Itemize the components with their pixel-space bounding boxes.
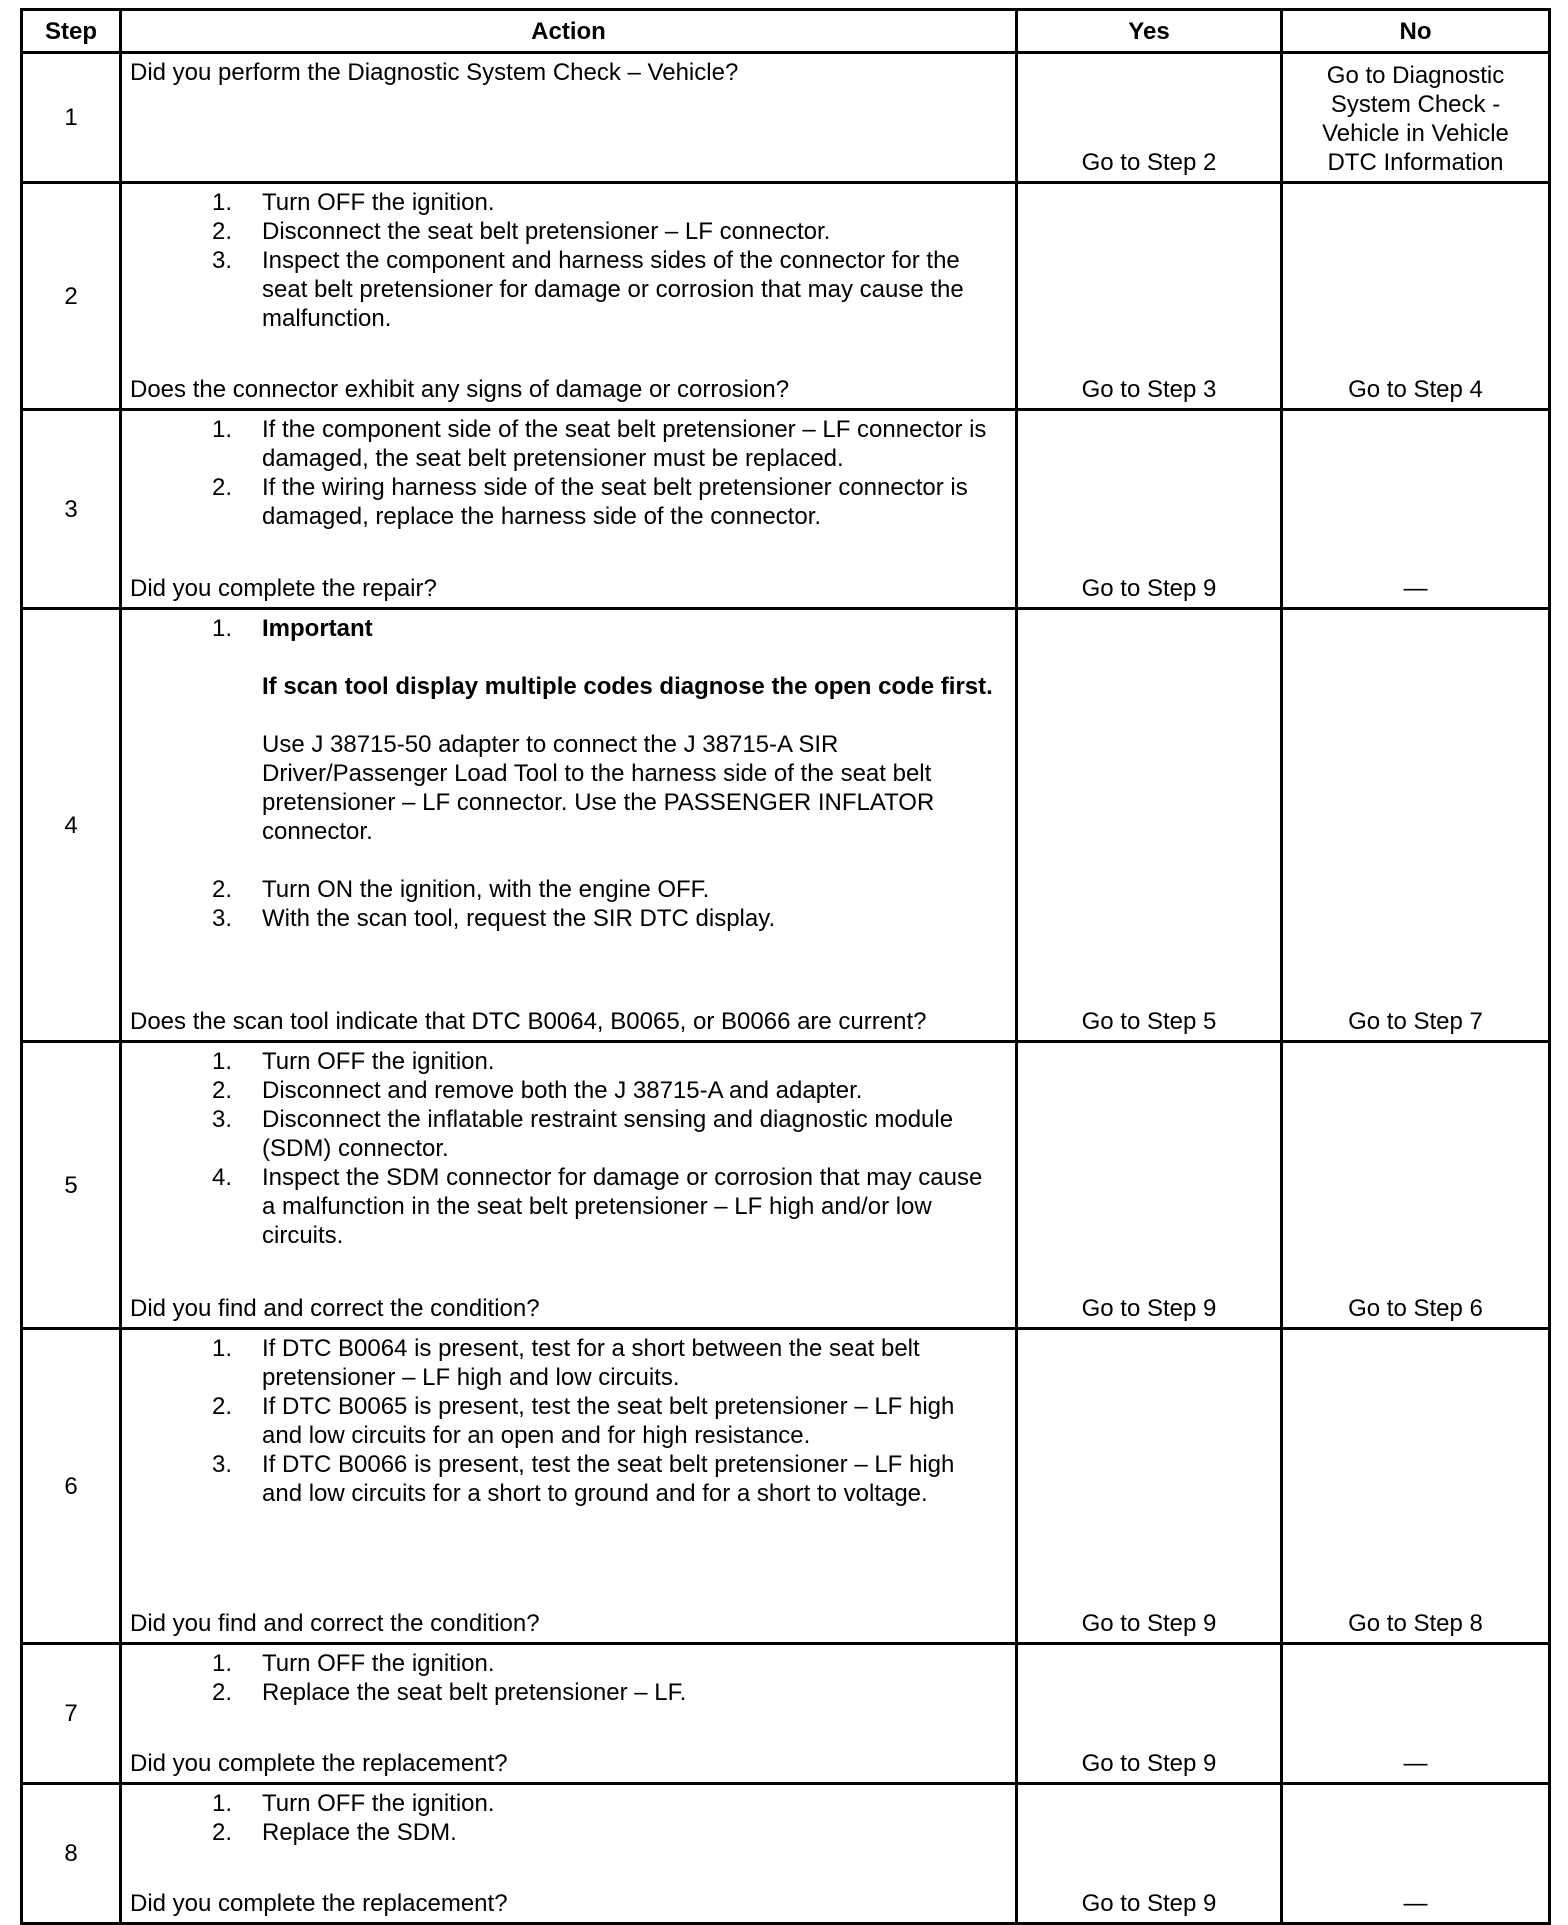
- header-step: Step: [22, 10, 121, 53]
- question-text: Did you complete the replacement?: [130, 1890, 508, 1917]
- instruction-list: [130, 1047, 1007, 1250]
- step-number: 1: [22, 53, 121, 183]
- dash-mark: —: [1403, 1890, 1428, 1917]
- action-cell: [121, 410, 1017, 609]
- yes-cell: Go to Step 9: [1017, 1329, 1282, 1644]
- yes-cell: Go to Step 9: [1017, 1644, 1282, 1784]
- instruction-list: [130, 188, 1007, 333]
- question-text: Did you find and correct the condition?: [130, 1610, 540, 1637]
- no-cell: [1282, 1784, 1550, 1924]
- dash-mark: —: [1403, 1750, 1428, 1777]
- list-item: 2. If the wiring harness side of the seat belt pretensioner connector is damaged, replace the harness side of the connector.: [211, 474, 968, 530]
- no-line: DTC Information: [1327, 149, 1504, 176]
- yes-cell: Go to Step 9: [1017, 1784, 1282, 1924]
- header-no: No: [1282, 10, 1550, 53]
- action-cell: [121, 183, 1017, 410]
- list-item: 1. Turn OFF the ignition.: [211, 1650, 495, 1677]
- important-label: Important: [262, 615, 373, 642]
- list-item: 3. If DTC B0066 is present, test the seat belt pretensioner – LF high and low circuits for a short to ground and for a short to voltage.: [211, 1451, 955, 1507]
- table-row: [22, 1329, 1550, 1644]
- table-row: [22, 53, 1550, 183]
- list-item: 2. Turn ON the ignition, with the engine OFF.: [211, 876, 710, 903]
- list-item: 1. If the component side of the seat belt pretensioner – LF connector is damaged, the seat belt pretensioner must be replaced.: [211, 416, 987, 472]
- action-cell: [121, 609, 1017, 1042]
- table-row: [22, 1042, 1550, 1329]
- action-cell: [121, 53, 1017, 183]
- list-item: 3. Disconnect the inflatable restraint sensing and diagnostic module (SDM) connector.: [211, 1106, 954, 1162]
- action-cell: [121, 1644, 1017, 1784]
- table-row: [22, 609, 1550, 1042]
- list-item: 3. With the scan tool, request the SIR DTC display.: [211, 905, 776, 932]
- instruction-list: [130, 1334, 1007, 1508]
- list-item: 1. Turn OFF the ignition.: [211, 189, 495, 216]
- table-row: [22, 183, 1550, 410]
- table-row: [22, 1644, 1550, 1784]
- no-cell: [1282, 53, 1550, 183]
- action-cell: [121, 1042, 1017, 1329]
- instruction-list: [130, 1789, 1007, 1847]
- no-cell: Go to Step 6: [1282, 1042, 1550, 1329]
- yes-cell: Go to Step 3: [1017, 183, 1282, 410]
- list-item: 1. Important If scan tool display multiple codes diagnose the open code first. Use J 38715-50 adapter to connect the J 38715-A SIR Driver/Passenger Load Tool to the harness side of the seat belt pretensioner – LF connector. Use the PASSENGER INFLATOR connector.: [130, 614, 1007, 875]
- no-cell: [1282, 1644, 1550, 1784]
- no-line: Go to Diagnostic: [1326, 62, 1505, 89]
- dash-mark: —: [1403, 575, 1428, 602]
- important-note: If scan tool display multiple codes diagnose the open code first.: [262, 673, 993, 700]
- list-item: 2. Replace the seat belt pretensioner – LF.: [211, 1679, 687, 1706]
- list-item: 1. If DTC B0064 is present, test for a short between the seat belt pretensioner – LF high and low circuits.: [211, 1335, 920, 1391]
- question-text: Did you perform the Diagnostic System Check – Vehicle?: [130, 59, 739, 86]
- header-action: Action: [121, 10, 1017, 53]
- question-text: Did you complete the replacement?: [130, 1750, 508, 1777]
- list-item: 1. Turn OFF the ignition.: [211, 1048, 495, 1075]
- yes-cell: Go to Step 2: [1017, 53, 1282, 183]
- no-cell: Go to Step 8: [1282, 1329, 1550, 1644]
- instruction-list: [130, 614, 1007, 933]
- list-item: 3. Inspect the component and harness sides of the connector for the seat belt pretensioner for damage or corrosion that may cause the malfunction.: [211, 247, 964, 332]
- step-number: 3: [22, 410, 121, 609]
- instruction-list: [130, 1649, 1007, 1707]
- header-yes: Yes: [1017, 10, 1282, 53]
- step-number: 2: [22, 183, 121, 410]
- question-text: Did you find and correct the condition?: [130, 1295, 540, 1322]
- action-cell: [121, 1329, 1017, 1644]
- instruction-list: [130, 415, 1007, 531]
- no-line: System Check -: [1330, 91, 1501, 118]
- question-text: Does the connector exhibit any signs of damage or corrosion?: [130, 376, 790, 403]
- list-item: 2. If DTC B0065 is present, test the seat belt pretensioner – LF high and low circuits for an open and for high resistance.: [211, 1393, 955, 1449]
- step-number: 6: [22, 1329, 121, 1644]
- action-cell: [121, 1784, 1017, 1924]
- no-cell: [1282, 410, 1550, 609]
- yes-cell: Go to Step 9: [1017, 1042, 1282, 1329]
- list-item: 4. Inspect the SDM connector for damage or corrosion that may cause a malfunction in the seat belt pretensioner – LF high and/or low circuits.: [211, 1164, 983, 1249]
- no-cell: Go to Step 4: [1282, 183, 1550, 410]
- no-cell: Go to Step 7: [1282, 609, 1550, 1042]
- step-number: 8: [22, 1784, 121, 1924]
- list-item: 1. Turn OFF the ignition.: [211, 1790, 495, 1817]
- step-number: 5: [22, 1042, 121, 1329]
- list-item: 2. Disconnect and remove both the J 38715-A and adapter.: [211, 1077, 863, 1104]
- header-row: [22, 10, 1550, 53]
- no-line: Vehicle in Vehicle: [1322, 120, 1509, 147]
- table-row: [22, 1784, 1550, 1924]
- step-number: 7: [22, 1644, 121, 1784]
- yes-cell: Go to Step 9: [1017, 410, 1282, 609]
- list-item: 2. Replace the SDM.: [211, 1819, 457, 1846]
- list-item: 2. Disconnect the seat belt pretensioner – LF connector.: [211, 218, 831, 245]
- question-text: Did you complete the repair?: [130, 575, 437, 602]
- diagnostic-table: [20, 8, 1551, 1925]
- step-number: 4: [22, 609, 121, 1042]
- table-row: [22, 410, 1550, 609]
- yes-cell: Go to Step 5: [1017, 609, 1282, 1042]
- question-text: Does the scan tool indicate that DTC B0064, B0065, or B0066 are current?: [130, 1008, 927, 1035]
